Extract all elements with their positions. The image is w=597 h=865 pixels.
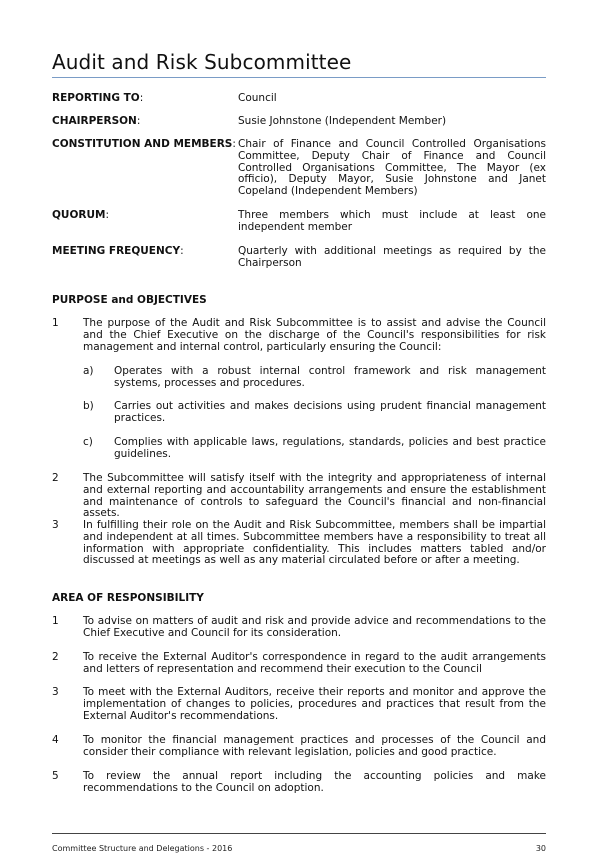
item-text: In fulfilling their role on the Audit and Risk Subcommittee, members shall be impartial and independent at all times. Subcommittee members have a responsibility to treat all information with appropriate confidentiality. This includes matters tabled and/or discussed at meetings as well as any material circulated before or after a meeting. <box>83 519 546 567</box>
subitem-letter: b) <box>83 400 94 412</box>
item-number: 3 <box>52 519 59 531</box>
footer-document-name: Committee Structure and Delegations - 2016 <box>52 844 233 853</box>
item-number: 4 <box>52 734 59 746</box>
item-number: 2 <box>52 472 59 484</box>
field-value: Chair of Finance and Council Controlled Organisations Committee, Deputy Chair of Finance and Council Controlled Organisations Committee, The Mayor (ex officio), Deputy Mayor, Susie Johnstone and Janet Copeland (Independent Members) <box>238 138 546 198</box>
item-number: 5 <box>52 770 59 782</box>
section-heading-responsibility: AREA OF RESPONSIBILITY <box>52 592 204 604</box>
item-number: 3 <box>52 686 59 698</box>
field-value: Susie Johnstone (Independent Member) <box>238 115 447 127</box>
field-label: REPORTING TO: <box>52 92 144 104</box>
field-label: CONSTITUTION AND MEMBERS: <box>52 138 236 150</box>
item-text: The purpose of the Audit and Risk Subcommittee is to assist and advise the Council and the Chief Executive on the discharge of the Council's responsibilities for risk management and internal control, particularly ensuring the Council: <box>83 317 546 353</box>
field-label: MEETING FREQUENCY: <box>52 245 184 257</box>
item-number: 1 <box>52 317 59 329</box>
page-number: 30 <box>535 844 546 853</box>
subitem-letter: c) <box>83 436 93 448</box>
subitem-text: Operates with a robust internal control framework and risk management systems, processes and procedures. <box>114 365 546 389</box>
subitem-letter: a) <box>83 365 94 377</box>
subitem-text: Carries out activities and makes decisions using prudent financial management practices. <box>114 400 546 424</box>
item-text: To receive the External Auditor's correspondence in regard to the audit arrangements and letters of representation and recommend their execution to the Council <box>83 651 546 675</box>
item-text: To advise on matters of audit and risk and provide advice and recommendations to the Chief Executive and Council for its consideration. <box>83 615 546 639</box>
field-value: Council <box>238 92 277 104</box>
title-divider <box>52 77 546 78</box>
page-title: Audit and Risk Subcommittee <box>52 50 352 74</box>
field-value: Three members which must include at least one independent member <box>238 209 546 233</box>
item-text: To meet with the External Auditors, receive their reports and monitor and approve the implementation of changes to policies, procedures and practices that result from the External Auditor's recommendations. <box>83 686 546 722</box>
field-label: QUORUM: <box>52 209 109 221</box>
item-text: The Subcommittee will satisfy itself with the integrity and appropriateness of internal and external reporting and accountability arrangements and ensure the establishment and maintenance of controls to safeguard the Council's financial and non-financial assets. <box>83 472 546 520</box>
item-number: 1 <box>52 615 59 627</box>
footer-divider <box>52 833 546 834</box>
subitem-text: Complies with applicable laws, regulations, standards, policies and best practice guidelines. <box>114 436 546 460</box>
item-text: To review the annual report including the accounting policies and make recommendations to the Council on adoption. <box>83 770 546 794</box>
item-number: 2 <box>52 651 59 663</box>
item-text: To monitor the financial management practices and processes of the Council and consider their compliance with relevant legislation, policies and good practice. <box>83 734 546 758</box>
field-label: CHAIRPERSON: <box>52 115 141 127</box>
section-heading-purpose: PURPOSE and OBJECTIVES <box>52 294 207 306</box>
field-value: Quarterly with additional meetings as required by the Chairperson <box>238 245 546 269</box>
